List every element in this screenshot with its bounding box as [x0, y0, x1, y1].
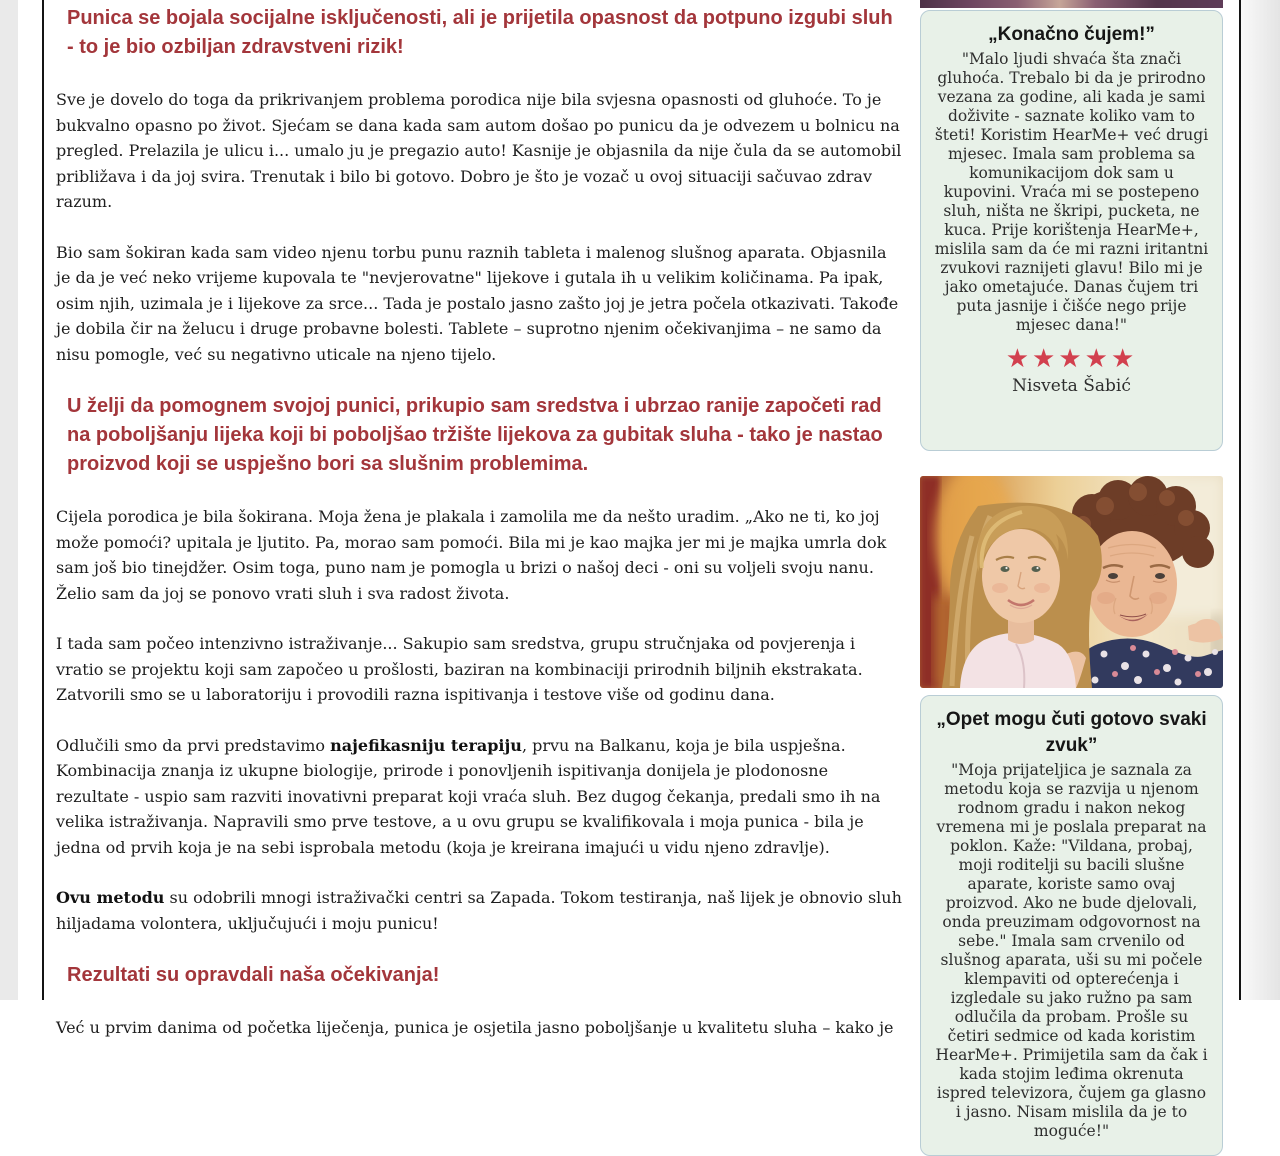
grandmother-granddaughter-photo [920, 476, 1223, 688]
article-paragraph-3: Cijela porodica je bila šokirana. Moja žena je plakala i zamolila me da nešto uradim. „Ako ne ti, ko joj može pomoći? upitala je ljutito. Pa, morao sam pomoći. Bila mi je kao majka jer mi je majka umrla dok sam još bio tinejdžer. Osim toga, puno nam je pomogla u brizi o našoj deci - oni su voljeli svoju nanu. Želio sam da joj se ponovo vrati sluh i sva radost života. [56, 507, 887, 603]
article-paragraph-1: Sve je dovelo do toga da prikrivanjem problema porodica nije bila svjesna opasnosti od gluhoće. To je bukvalno opasno po život. Sjećam se dana kada sam autom došao po punicu da je odvezem u bolnicu na pregled. Prelazila je ulicu i... umalo ju je pregazio auto! Kasnije je objasnila da nije čula da se automobil približava i da joj svira. Trenutak i bilo bi gotovo. Dobro je što je vozač u ovoj situaciji sačuvao zdrav razum. [56, 90, 902, 211]
bold-phrase: najefikasniju terapiju [330, 735, 522, 755]
page-left-gutter [0, 0, 18, 1000]
article-heading-3: Rezultati su opravdali naša očekivanja! [67, 964, 440, 986]
testimonial-title: „Konačno čujem!” [988, 24, 1155, 45]
article-paragraph-5 [56, 733, 904, 861]
testimonial-card-1 [920, 10, 1223, 451]
five-star-rating-icon: ★★★★★ [1005, 344, 1138, 374]
testimonial-quote: "Malo ljudi shvaća šta znači gluhoća. Trebalo bi da je prirodno vezana za godine, ali kada je sami doživite - saznate koliko vam to šteti! Koristim HearMe+ već drugi mjesec. Imala sam problema sa komunikacijom dok sam u kupovini. Vraća mi se postepeno sluh, ništa ne škripi, pucketa, ne kuca. Prije korištenja HearMe+, mislila sam da će mi razni iritantni zvukovi raznijeti glavu! Bilo mi je jako ometajuće. Danas čujem tri puta jasnije i čišće nego prije mjesec dana!" [934, 50, 1209, 334]
portrait-photo-bottom-edge [920, 0, 1223, 8]
article-paragraph-7: Već u prvim danima od početka liječenja, punica je osjetila jasno poboljšanje u kvalitetu sluha – kako je [56, 1018, 894, 1037]
paragraph-text: , prvu na Balkanu, koja je bila uspješna. Kombinacija znanja iz ukupne biologije, prirode i ponovljenih ispitivanja donijela je plodonosne rezultate - uspio sam razviti inovativni preparat koji vraća sluh. Bez dugog čekanja, predali smo ih na velika istraživanja. Napravili smo prve testove, a u ovu grupu se kvalifikovala i moja punica - bila je jedna od prvih koja je na sebi isprobala metodu (koja je kreirana imajući u vidu njeno zdravlje). [56, 735, 881, 857]
article-paragraph-2: Bio sam šokiran kada sam video njenu torbu punu raznih tableta i malenog slušnog aparata. Objasnila je da je već neko vrijeme kupovala te "nevjerovatne" lijekove i gutala ih u velikim količinama. Pa ipak, osim njih, uzimala je i lijekove za srce... Tada je postalo jasno zašto joj je jetra počela otkazivati. Takođe je dobila čir na želucu i druge probavne bolesti. Tablete – suprotno njenim očekivanjima – ne samo da nisu pomogle, već su negativno uticale na njeno tijelo. [56, 242, 899, 364]
article-paragraph-6 [56, 885, 904, 936]
article-paragraph-4: I tada sam počeo intenzivno istraživanje... Sakupio sam sredstva, grupu stručnjaka od povjerenja i vratio se projektu koji sam započeo u prošlosti, baziran na kombinaciji prirodnih biljnih ekstrakata. Zatvorili smo se u laboratoriju i provodili razna ispitivanja i testove više od godinu dana. [56, 634, 863, 704]
sidebar [920, 0, 1223, 1156]
article-heading-2: U želji da pomognem svojoj punici, prikupio sam sredstva i ubrzao ranije započeti rad na poboljšanju lijeka koji bi poboljšao tržište lijekova za gubitak sluha - tako je nastao proizvod koji se uspješno bori sa slušnim problemima. [67, 395, 883, 475]
testimonial-card-2 [920, 695, 1223, 1156]
article-column [56, 0, 904, 1066]
testimonial-author: Nisveta Šabić [1012, 376, 1131, 396]
content-left-border [42, 0, 44, 1000]
testimonial-quote: "Moja prijateljica je saznala za metodu koja se razvija u njenom rodnom gradu i nakon nekog vremena mi je poslala preparat na poklon. Kaže: "Vildana, probaj, moji roditelji su bacili slušne aparate, koriste samo ovaj proizvod. Ako ne bude djelovali, onda preuzimam odgovornost na sebe." Imala sam crvenilo od slušnog aparata, uši su mi počele klempaviti od opterećenja i izgledale su jako ružno pa sam odlučila da probam. Prošle su četiri sedmice od kada koristim HearMe+. Primijetila sam da čak i kada stojim leđima okrenuta ispred televizora, čujem ga glasno i jasno. Nisam mislila da je to moguće!" [935, 761, 1208, 1140]
paragraph-text: Odlučili smo da prvi predstavimo [56, 735, 331, 755]
bold-phrase: Ovu metodu [56, 888, 165, 907]
article-heading-1: Punica se bojala socijalne isključenosti, ali je prijetila opasnost da potpuno izgubi sluh - to je bio ozbiljan zdravstveni rizik! [67, 7, 893, 58]
page-right-gutter [1241, 0, 1280, 1000]
paragraph-text: su odobrili mnogi istraživački centri sa Zapada. Tokom testiranja, naš lijek je obnovio sluh hiljadama volontera, uključujući i moju punicu! [56, 888, 902, 933]
testimonial-title: „Opet mogu čuti gotovo svaki zvuk” [936, 709, 1207, 756]
